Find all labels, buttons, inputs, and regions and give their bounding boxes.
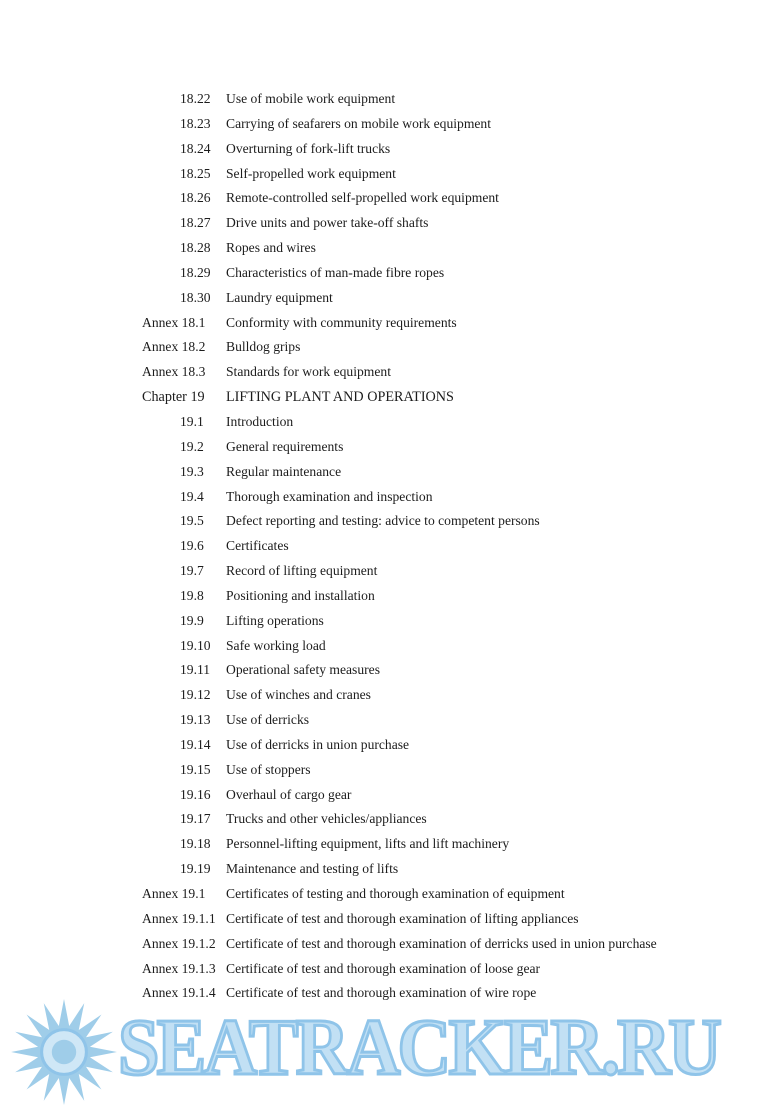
toc-entry-title: Introduction (226, 413, 294, 429)
toc-entry-title: Use of mobile work equipment (226, 91, 396, 106)
toc-entry-label: 19.19 (180, 861, 211, 877)
toc-entry-title: General requirements (226, 438, 344, 454)
toc-row (142, 162, 762, 187)
toc-entry-title: Carrying of seafarers on mobile work equipment (226, 115, 491, 131)
toc-row (142, 261, 762, 286)
toc-row (142, 584, 762, 609)
toc-entry-label: Annex 19.1.3 (142, 960, 216, 976)
toc-entry-title: Ropes and wires (226, 240, 316, 256)
toc-row (142, 932, 762, 957)
toc-row (142, 783, 762, 808)
toc-row (142, 236, 762, 261)
toc-entry-title: Use of stoppers (226, 761, 311, 777)
toc-row (142, 857, 762, 882)
toc-entry-label: 19.14 (180, 736, 211, 752)
toc-entry-title: Maintenance and testing of lifts (226, 861, 399, 877)
toc-entry-title: Use of derricks (226, 712, 310, 728)
toc-entry-title: Defect reporting and testing: advice to competent persons (226, 513, 540, 529)
toc-entry-label: 19.6 (180, 538, 204, 554)
toc-entry-label: Annex 19.1.4 (142, 985, 216, 1001)
toc-entry-title: Regular maintenance (226, 463, 342, 479)
toc-entry-title: Operational safety measures (226, 662, 380, 678)
toc-entry-title: Certificate of test and thorough examination of loose gear (226, 960, 541, 976)
toc-entry-title: Safe working load (226, 637, 326, 653)
toc-entry-label: Annex 18.3 (142, 364, 206, 380)
toc-entry-title: Trucks and other vehicles/appliances (226, 811, 427, 827)
toc-entry-label: 19.1 (180, 413, 204, 429)
toc-entry-title: LIFTING PLANT AND OPERATIONS (226, 389, 454, 406)
toc-row (142, 733, 762, 758)
toc-entry-title: Certificate of test and thorough examination of lifting appliances (226, 910, 579, 926)
toc-row (142, 410, 762, 435)
toc-entry-title: Use of winches and cranes (226, 687, 371, 703)
sun-icon (8, 996, 120, 1108)
toc-entry-label: 19.2 (180, 438, 204, 454)
toc-entry-label: 19.4 (180, 488, 204, 504)
toc-row (142, 87, 762, 112)
toc-entry-label: 18.25 (180, 165, 211, 181)
toc-row (142, 758, 762, 783)
toc-row (142, 509, 762, 534)
toc-entry-title: Overhaul of cargo gear (226, 786, 352, 802)
watermark-text: SEATRACKER.RU (118, 1004, 720, 1092)
toc-row (142, 335, 762, 360)
toc-row (142, 385, 762, 410)
toc-row (142, 360, 762, 385)
toc-entry-label: 18.28 (180, 240, 211, 256)
toc-entry-label: Annex 18.2 (142, 339, 206, 355)
toc-row (142, 485, 762, 510)
toc-row (142, 286, 762, 311)
toc-entry-title: Overturning of fork-lift trucks (226, 140, 391, 156)
toc-row (142, 460, 762, 485)
toc-entry-title: Record of lifting equipment (226, 563, 378, 579)
toc-row (142, 832, 762, 857)
toc-entry-label: 19.10 (180, 637, 211, 653)
toc-entry-title: Positioning and installation (226, 587, 375, 603)
toc-row (142, 609, 762, 634)
toc-entry-title: Certificate of test and thorough examination of derricks used in union purchase (226, 935, 657, 951)
toc-row (142, 186, 762, 211)
toc-entry-label: 19.18 (180, 836, 211, 852)
toc-row (142, 907, 762, 932)
toc-row (142, 708, 762, 733)
toc-entry-label: 19.15 (180, 761, 211, 777)
toc-row (142, 112, 762, 137)
toc-entry-label: 18.23 (180, 115, 211, 131)
toc-row (142, 658, 762, 683)
toc-entry-label: 19.13 (180, 712, 211, 728)
toc-entry-title: Conformity with community requirements (226, 314, 457, 330)
toc-row (142, 807, 762, 832)
toc-entry-title: Certificate of test and thorough examination of wire rope (226, 985, 537, 1001)
toc-entry-label: 19.5 (180, 513, 204, 529)
toc-entry-label: 18.24 (180, 140, 211, 156)
toc-row (142, 435, 762, 460)
toc-entry-title: Certificates of testing and thorough examination of equipment (226, 886, 565, 901)
toc-entry-title: Use of derricks in union purchase (226, 736, 410, 752)
toc-entry-title: Drive units and power take-off shafts (226, 215, 429, 231)
toc-entry-title: Laundry equipment (226, 289, 333, 305)
toc-row (142, 634, 762, 659)
toc-row (142, 137, 762, 162)
toc-entry-label: 18.26 (180, 190, 211, 206)
toc-entry-label: 19.11 (180, 662, 211, 678)
toc-entry-label: 19.12 (180, 687, 211, 703)
toc-row (142, 311, 762, 336)
toc-row (142, 559, 762, 584)
toc-entry-title: Certificates (226, 538, 289, 554)
toc-entry-label: 19.16 (180, 786, 211, 802)
toc-entry-label: 18.22 (180, 91, 211, 106)
toc-entry-label: Annex 19.1 (142, 886, 206, 901)
toc-entry-label: Annex 18.1 (142, 314, 206, 330)
toc-entry-title: Bulldog grips (226, 339, 301, 355)
toc-row (142, 957, 762, 982)
toc-entry-label: 19.17 (180, 811, 211, 827)
toc-entry-label: 18.27 (180, 215, 211, 231)
toc-entry-label: Chapter 19 (142, 389, 205, 406)
toc-entry-label: Annex 19.1.1 (142, 910, 216, 926)
toc-entry-title: Lifting operations (226, 612, 324, 628)
toc-entry-title: Remote-controlled self-propelled work equipment (226, 190, 499, 206)
toc-entry-title: Personnel-lifting equipment, lifts and lift machinery (226, 836, 510, 852)
toc-entry-title: Standards for work equipment (226, 364, 391, 380)
toc-entry-label: 19.7 (180, 563, 204, 579)
toc-entry-title: Self-propelled work equipment (226, 165, 396, 181)
toc-row (142, 211, 762, 236)
toc-entry-label: Annex 19.1.2 (142, 935, 216, 951)
toc-entry-label: 18.30 (180, 289, 211, 305)
toc-entry-title: Characteristics of man-made fibre ropes (226, 264, 445, 280)
toc-row (142, 981, 762, 1006)
toc-entry-label: 19.8 (180, 587, 204, 603)
toc-entry-label: 18.29 (180, 264, 211, 280)
toc-list (142, 87, 762, 1006)
toc-entry-title: Thorough examination and inspection (226, 488, 433, 504)
toc-entry-label: 19.9 (180, 612, 204, 628)
toc-row (142, 882, 762, 907)
toc-row (142, 683, 762, 708)
toc-entry-label: 19.3 (180, 463, 204, 479)
toc-row (142, 534, 762, 559)
